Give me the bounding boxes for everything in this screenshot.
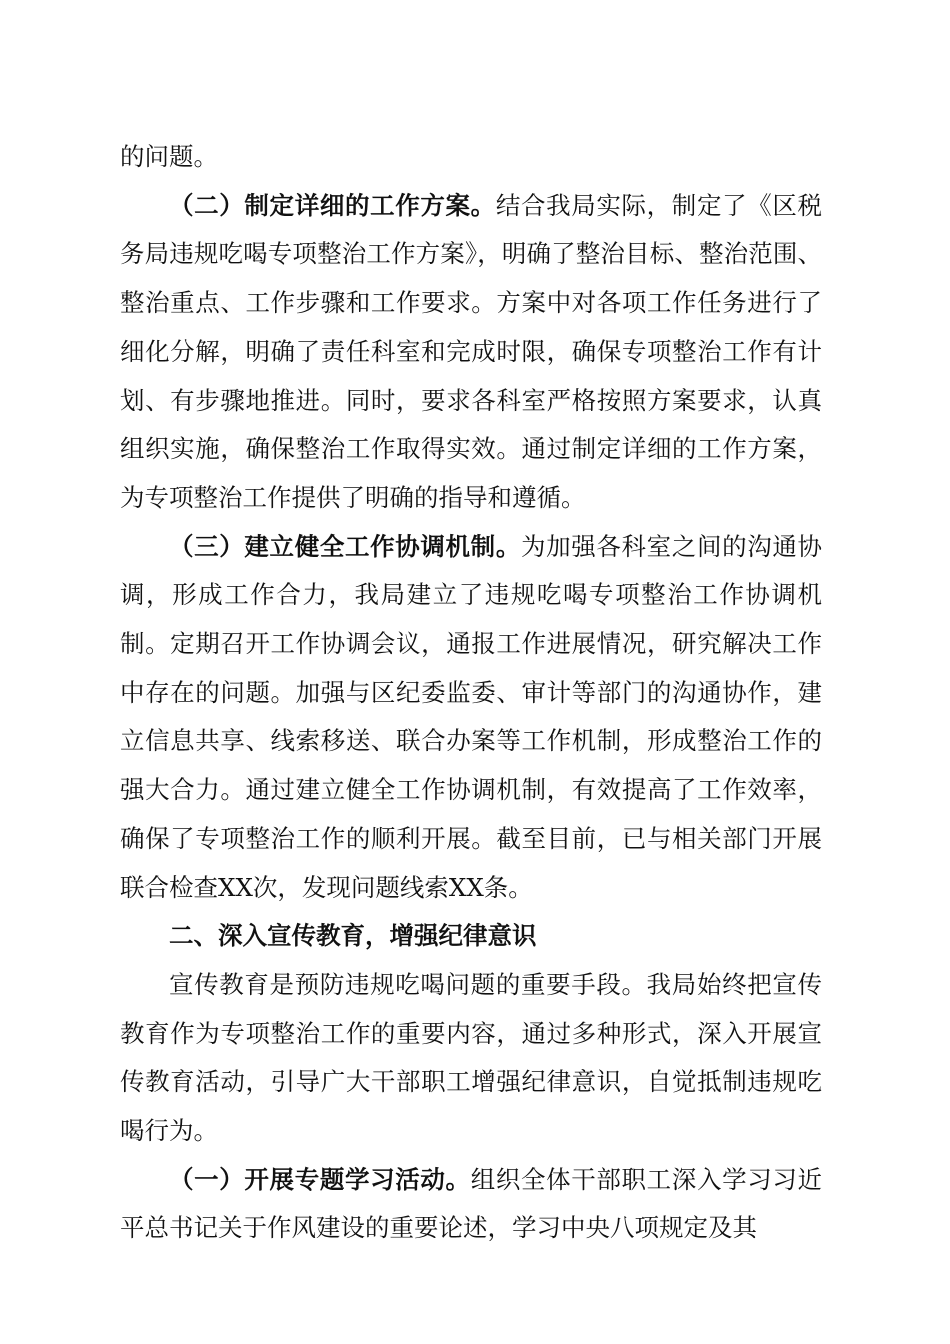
paragraph-coordination-mechanism — [120, 523, 822, 913]
paragraph-text: 宣传教育是预防违规吃喝问题的重要手段。我局始终把宣传教育作为专项整治工作的重要内容，通过多种形式，深入开展宣传教育活动，引导广大干部职工增强纪律意识，自觉抵制违规吃喝行为。 — [120, 969, 822, 1146]
paragraph-continuation — [120, 133, 822, 182]
paragraph-text: 为加强各科室之间的沟通协调，形成工作合力，我局建立了违规吃喝专项整治工作协调机制。定期召开工作协调会议，通报工作进展情况，研究解决工作中存在的问题。加强与区纪委监委、审计等部门的沟通协作，建立信息共享、线索移送、联合办案等工作机制，形成整治工作的强大合力。通过建立健全工作协调机制，有效提高了工作效率，确保了专项整治工作的顺利开展。截至目前，已与相关部门开展联合检查XX次，发现问题线索XX条。 — [120, 531, 823, 902]
document-body — [120, 133, 822, 1253]
subheading-work-plan: （二）制定详细的工作方案。 — [169, 190, 496, 220]
paragraph-study-activities — [120, 1156, 822, 1253]
paragraph-work-plan — [120, 182, 822, 523]
section-heading: 二、深入宣传教育，增强纪律意识 — [169, 921, 537, 951]
paragraph-text: 组织全体干部职工深入学习习近平总书记关于作风建设的重要论述，学习中央八项规定及其 — [120, 1164, 823, 1243]
paragraph-text: 的问题。 — [120, 142, 218, 171]
paragraph-text: 结合我局实际，制定了《区税务局违规吃喝专项整治工作方案》，明确了整治目标、整治范围、整治重点、工作步骤和工作要求。方案中对各项工作任务进行了细化分解，明确了责任科室和完成时限，确保专项整治工作有计划、有步骤地推进。同时，要求各科室严格按照方案要求，认真组织实施，确保整治工作取得实效。通过制定详细的工作方案，为专项整治工作提供了明确的指导和遵循。 — [120, 190, 823, 512]
subheading-coordination-mechanism: （三）建立健全工作协调机制。 — [169, 531, 521, 561]
subheading-study-activities: （一）开展专题学习活动。 — [169, 1164, 471, 1194]
paragraph-education-intro — [120, 961, 822, 1156]
